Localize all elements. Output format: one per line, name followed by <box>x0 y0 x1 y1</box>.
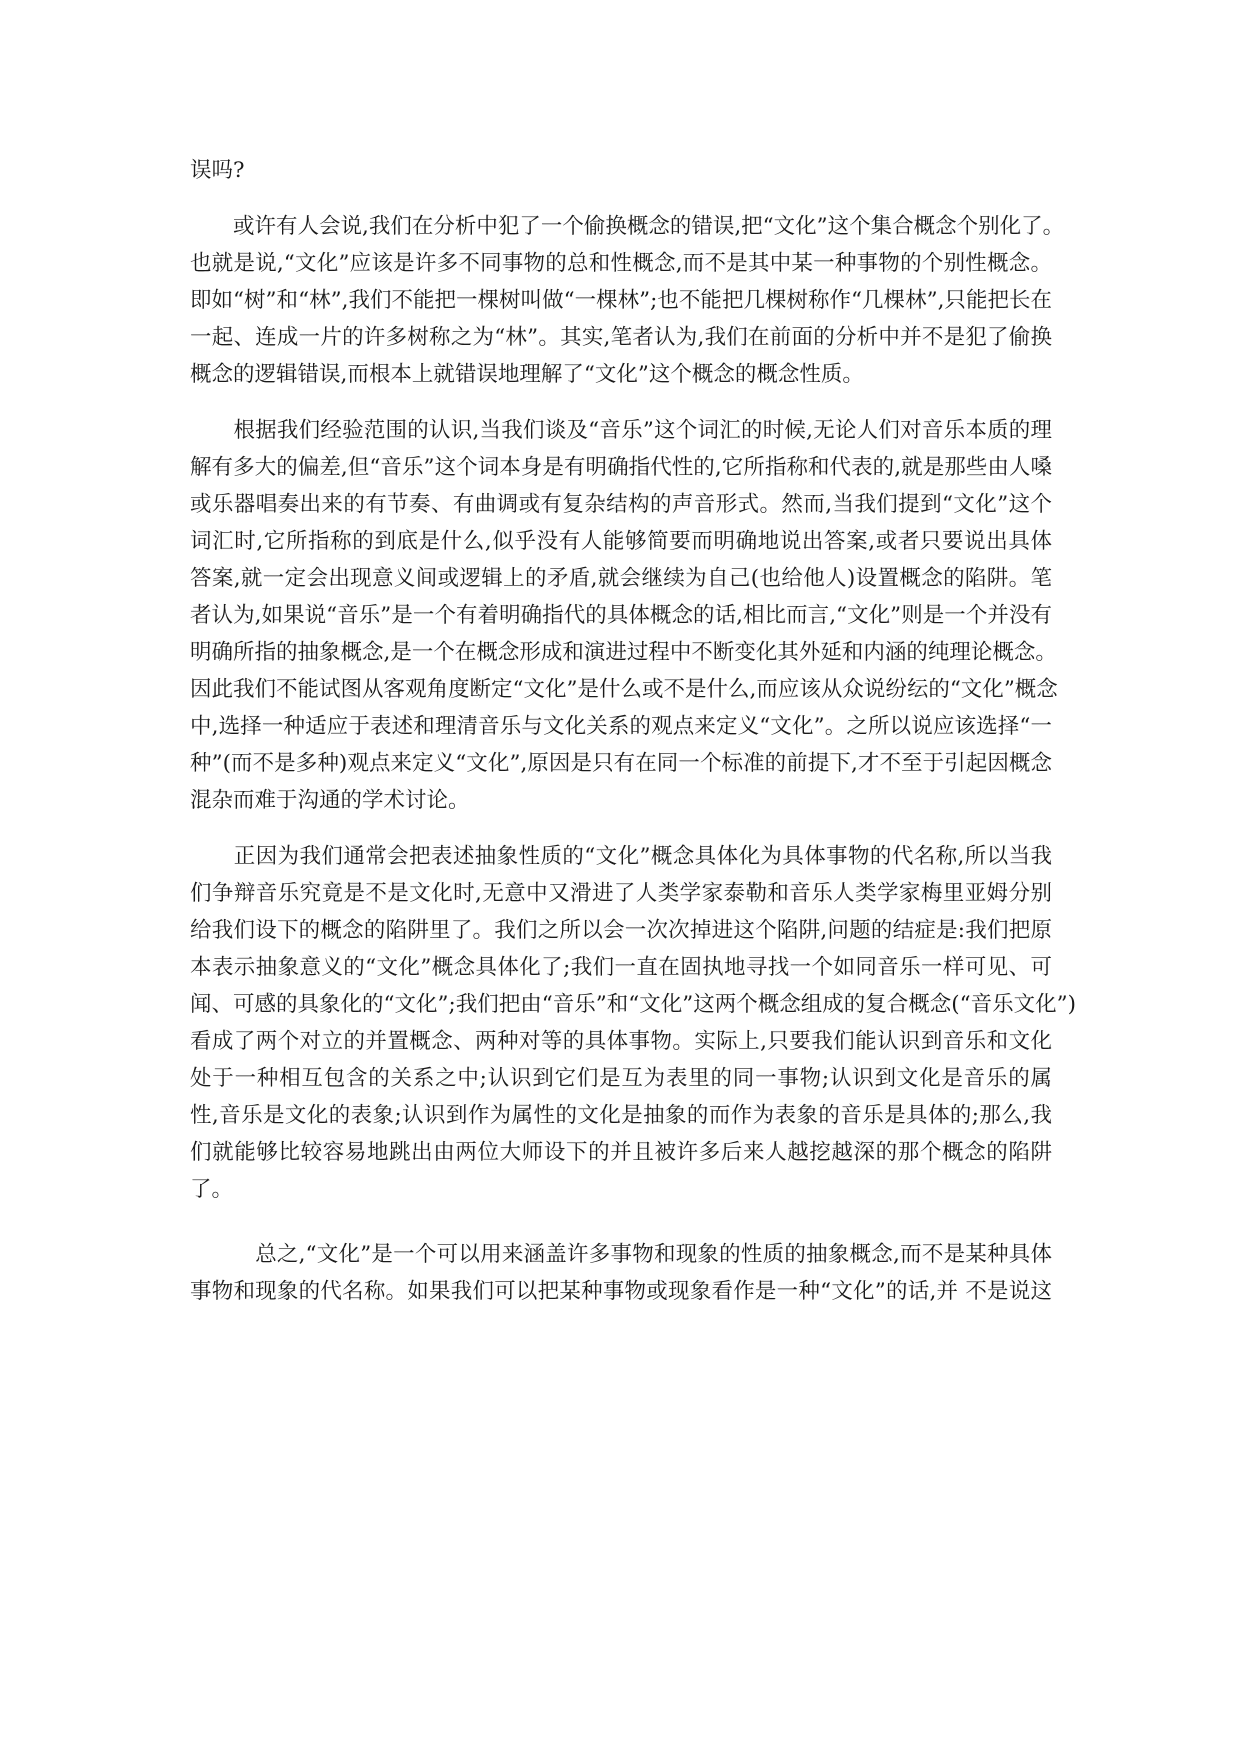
paragraph <box>190 208 1065 393</box>
text-line: 混杂而难于沟通的学术讨论。 <box>190 788 470 813</box>
paragraph <box>190 838 1076 1208</box>
text-line: 或乐器唱奏出来的有节奏、有曲调或有复杂结构的声音形式。然而,当我们提到“文化”这个 <box>190 492 1052 517</box>
text-line: 根据我们经验范围的认识,当我们谈及“音乐”这个词汇的时候,无论人们对音乐本质的理 <box>190 418 1052 443</box>
paragraph <box>190 1236 1052 1310</box>
text-line: 闻、可感的具象化的“文化”;我们把由“音乐”和“文化”这两个概念组成的复合概念(“音乐文化”) <box>190 992 1076 1017</box>
text-line: 中,选择一种适应于表述和理清音乐与文化关系的观点来定义“文化”。之所以说应该选择“一 <box>190 714 1052 739</box>
paragraph <box>190 152 1052 189</box>
text-line: 解有多大的偏差,但“音乐”这个词本身是有明确指代性的,它所指称和代表的,就是那些由人嗓 <box>190 455 1052 480</box>
text-line: 答案,就一定会出现意义间或逻辑上的矛盾,就会继续为自己(也给他人)设置概念的陷阱。笔 <box>190 566 1052 591</box>
text-line: 们争辩音乐究竟是不是文化时,无意中又滑进了人类学家泰勒和音乐人类学家梅里亚姆分别 <box>190 881 1052 906</box>
text-line: 明确所指的抽象概念,是一个在概念形成和演进过程中不断变化其外延和内涵的纯理论概念。 <box>190 640 1057 665</box>
text-line: 一起、连成一片的许多树称之为“林”。其实,笔者认为,我们在前面的分析中并不是犯了偷换 <box>190 325 1052 350</box>
text-line: 正因为我们通常会把表述抽象性质的“文化”概念具体化为具体事物的代名称,所以当我 <box>190 844 1052 869</box>
text-line: 因此我们不能试图从客观角度断定“文化”是什么或不是什么,而应该从众说纷纭的“文化”概念 <box>190 677 1058 702</box>
text-line: 即如“树”和“林”,我们不能把一棵树叫做“一棵林”;也不能把几棵树称作“几棵林”,只能把长在 <box>190 288 1052 313</box>
text-line: 总之,“文化”是一个可以用来涵盖许多事物和现象的性质的抽象概念,而不是某种具体 <box>190 1242 1052 1267</box>
text-line: 给我们设下的概念的陷阱里了。我们之所以会一次次掉进这个陷阱,问题的结症是:我们把原 <box>190 918 1052 943</box>
text-line: 了。 <box>190 1177 234 1202</box>
text-line: 或许有人会说,我们在分析中犯了一个偷换概念的错误,把“文化”这个集合概念个别化了。 <box>190 214 1065 239</box>
text-line: 也就是说,“文化”应该是许多不同事物的总和性概念,而不是其中某一种事物的个别性概念。 <box>190 251 1052 276</box>
text-line: 处于一种相互包含的关系之中;认识到它们是互为表里的同一事物;认识到文化是音乐的属 <box>190 1066 1052 1091</box>
text-line: 看成了两个对立的并置概念、两种对等的具体事物。实际上,只要我们能认识到音乐和文化 <box>190 1029 1052 1054</box>
text-line: 概念的逻辑错误,而根本上就错误地理解了“文化”这个概念的概念性质。 <box>190 362 864 387</box>
text-line: 事物和现象的代名称。如果我们可以把某种事物或现象看作是一种“文化”的话,并 不是说这 <box>190 1279 1052 1304</box>
text-line: 性,音乐是文化的表象;认识到作为属性的文化是抽象的而作为表象的音乐是具体的;那么,我 <box>190 1103 1052 1128</box>
text-line: 词汇时,它所指称的到底是什么,似乎没有人能够简要而明确地说出答案,或者只要说出具体 <box>190 529 1052 554</box>
text-line: 误吗? <box>190 158 245 183</box>
text-line: 者认为,如果说“音乐”是一个有着明确指代的具体概念的话,相比而言,“文化”则是一个并没有 <box>190 603 1052 628</box>
text-line: 本表示抽象意义的“文化”概念具体化了;我们一直在固执地寻找一个如同音乐一样可见、可 <box>190 955 1052 980</box>
body-text <box>190 152 1076 1310</box>
paragraph <box>190 412 1058 819</box>
text-line: 种”(而不是多种)观点来定义“文化”,原因是只有在同一个标准的前提下,才不至于引起因概念 <box>190 751 1052 776</box>
text-line: 们就能够比较容易地跳出由两位大师设下的并且被许多后来人越挖越深的那个概念的陷阱 <box>190 1140 1052 1165</box>
